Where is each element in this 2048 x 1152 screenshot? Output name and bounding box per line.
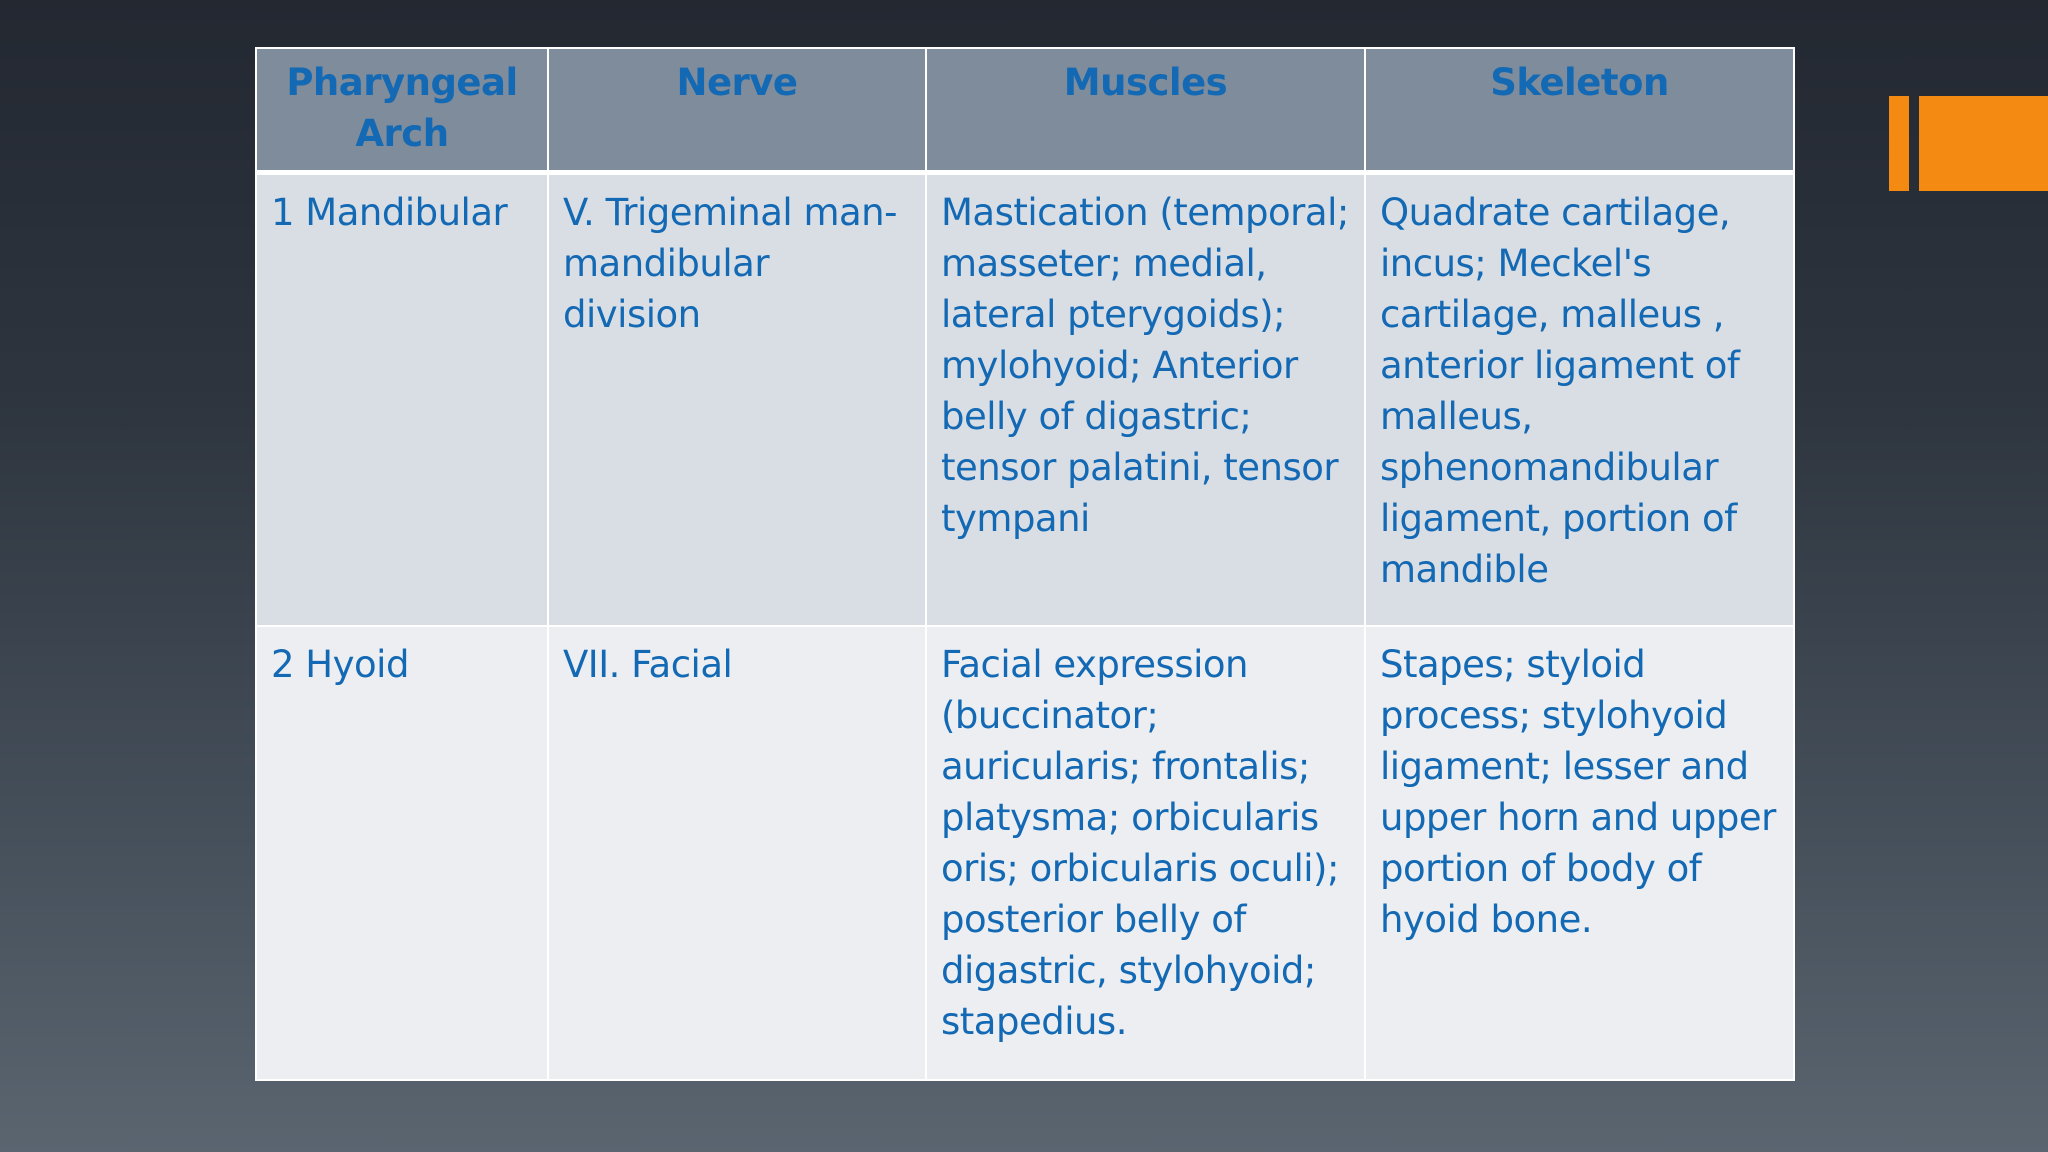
cell-nerve: VII. Facial: [548, 626, 926, 1080]
cell-skeleton: Stapes; styloid process; stylohyoid ligament; lesser and upper horn and upper portion of body of hyoid bone.: [1365, 626, 1794, 1080]
header-pharyngeal-arch: Pharyngeal Arch: [256, 48, 548, 172]
pharyngeal-arch-table: [255, 47, 1795, 1081]
cell-muscles: Facial expression (buccinator; auricularis; frontalis; platysma; orbicularis oris; orbicularis oculi); posterior belly of digastric, stylohyoid; stapedius.: [926, 626, 1365, 1080]
cell-nerve: V. Trigeminal man-mandibular division: [548, 172, 926, 626]
table-container: [255, 47, 1793, 1081]
cell-arch: 1 Mandibular: [256, 172, 548, 626]
table-row: [256, 626, 1794, 1080]
header-row: [256, 48, 1794, 172]
table-header: [256, 48, 1794, 172]
cell-arch: 2 Hyoid: [256, 626, 548, 1080]
header-muscles: Muscles: [926, 48, 1365, 172]
cell-muscles: Mastication (temporal; masseter; medial, lateral pterygoids); mylohyoid; Anterior belly of digastric; tensor palatini, tensor tympani: [926, 172, 1365, 626]
accent-bar: [1889, 96, 1909, 191]
cell-skeleton: Quadrate cartilage, incus; Meckel's cartilage, malleus , anterior ligament of malleus, sphenomandibular ligament, portion of mandible: [1365, 172, 1794, 626]
accent-block: [1919, 96, 2048, 191]
header-skeleton: Skeleton: [1365, 48, 1794, 172]
table-row: [256, 172, 1794, 626]
header-nerve: Nerve: [548, 48, 926, 172]
table-body: [256, 172, 1794, 1080]
